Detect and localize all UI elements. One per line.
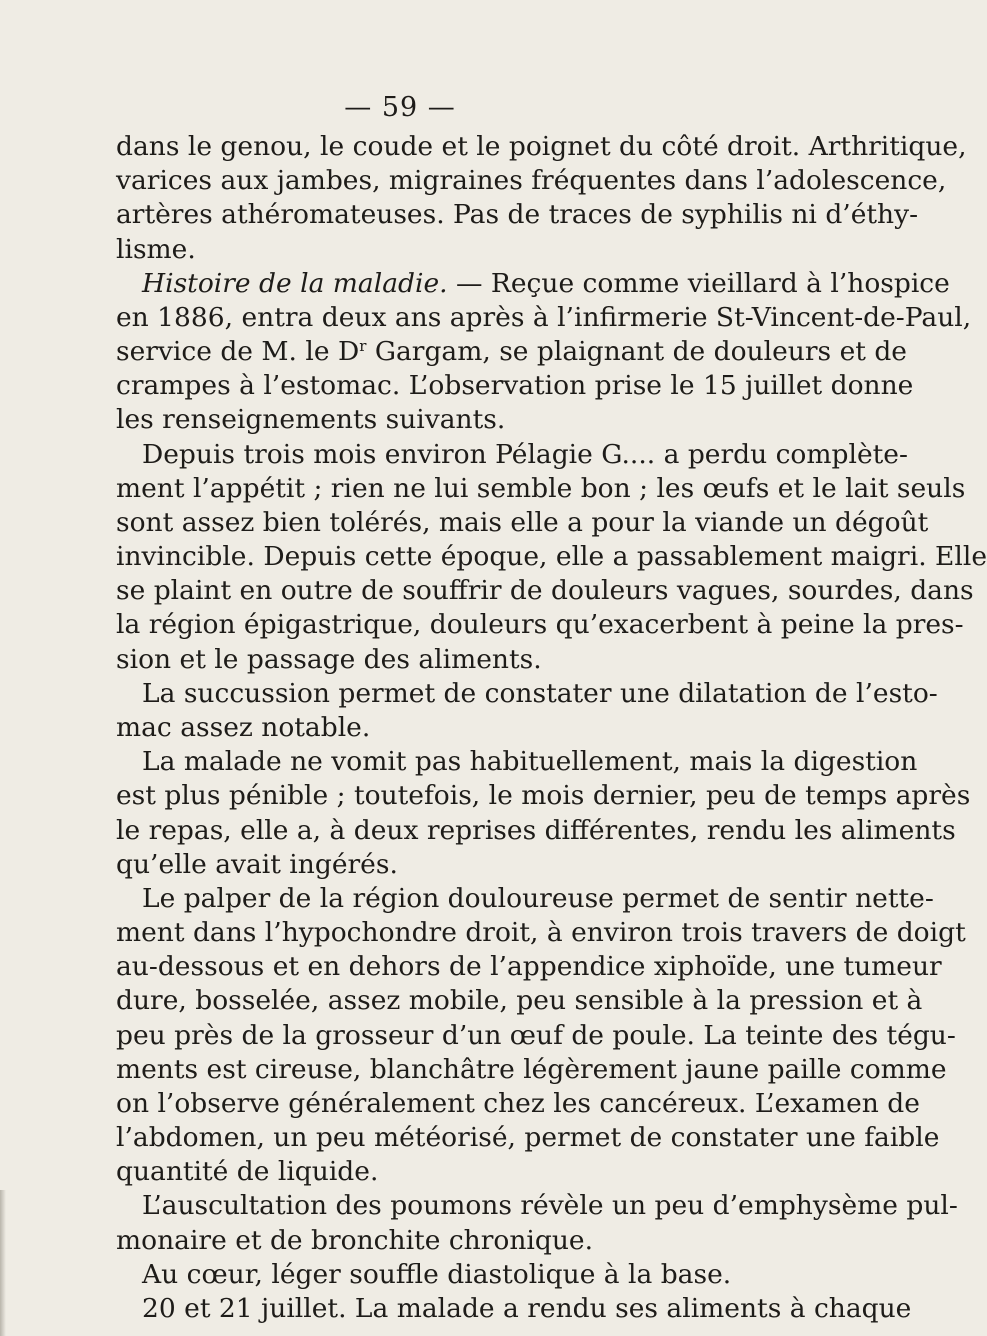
text-line: ments est cireuse, blanchâtre légèrement jaune paille comme [116,1054,947,1085]
text-line: se plaint en outre de souffrir de douleurs vagues, sourdes, dans [116,575,974,606]
page-edge-shadow [0,1190,6,1336]
text-line: l’abdomen, un peu météorisé, permet de constater une faible [116,1122,940,1153]
text-line [116,335,907,369]
text-run: — Reçue comme vieillard à l’hospice [447,268,950,299]
text-line: sion et le passage des aliments. [116,644,542,675]
section-heading: Histoire de la maladie. [142,268,448,299]
text-line: au-dessous et en dehors de l’appendice xiphoïde, une tumeur [116,951,942,982]
text-line: Le palper de la région douloureuse permet de sentir nette- [142,883,934,914]
text-line: lisme. [116,234,196,265]
text-line: 20 et 21 juillet. La malade a rendu ses aliments à chaque [142,1293,912,1324]
text-line: la région épigastrique, douleurs qu’exacerbent à peine la pres- [116,609,964,640]
text-line: La malade ne vomit pas habituellement, mais la digestion [142,746,918,777]
text-line: est plus pénible ; toutefois, le mois dernier, peu de temps après [116,780,971,811]
text-line: ment l’appétit ; rien ne lui semble bon ; les œufs et le lait seuls [116,473,966,504]
text-line: le repas, elle a, à deux reprises différentes, rendu les aliments [116,815,956,846]
text-line: qu’elle avait ingérés. [116,849,398,880]
text-line: La succussion permet de constater une dilatation de l’esto- [142,678,938,709]
text-line: varices aux jambes, migraines fréquentes dans l’adolescence, [116,165,947,196]
text-line: dans le genou, le coude et le poignet du côté droit. Arthritique, [116,131,967,162]
text-line [142,267,950,301]
text-line: ment dans l’hypochondre droit, à environ trois travers de doigt [116,917,966,948]
text-line: Au cœur, léger souffle diastolique à la base. [142,1259,732,1290]
text-line: L’auscultation des poumons révèle un peu d’emphysème pul- [142,1190,958,1221]
text-line: peu près de la grosseur d’un œuf de poule. La teinte des tégu- [116,1020,956,1051]
superscript: r [359,337,367,355]
text-line: mac assez notable. [116,712,371,743]
text-line: crampes à l’estomac. L’observation prise le 15 juillet donne [116,370,914,401]
page-number: — 59 — [344,92,456,123]
text-line: Depuis trois mois environ Pélagie G.... a perdu complète- [142,439,908,470]
text-line: on l’observe généralement chez les cancéreux. L’examen de [116,1088,920,1119]
text-line: sont assez bien tolérés, mais elle a pour la viande un dégoût [116,507,929,538]
text-line: artères athéromateuses. Pas de traces de syphilis ni d’éthy- [116,199,919,230]
text-line: dure, bosselée, assez mobile, peu sensible à la pression et à [116,985,923,1016]
text-line: quantité de liquide. [116,1156,379,1187]
text-line: monaire et de bronchite chronique. [116,1225,594,1256]
text-run: Gargam, se plaignant de douleurs et de [366,336,907,367]
text-line: en 1886, entra deux ans après à l’infirmerie St-Vincent-de-Paul, [116,302,972,333]
text-run: service de M. le D [116,336,360,367]
text-line: invincible. Depuis cette époque, elle a passablement maigri. Elle [116,541,987,572]
text-line: les renseignements suivants. [116,404,506,435]
